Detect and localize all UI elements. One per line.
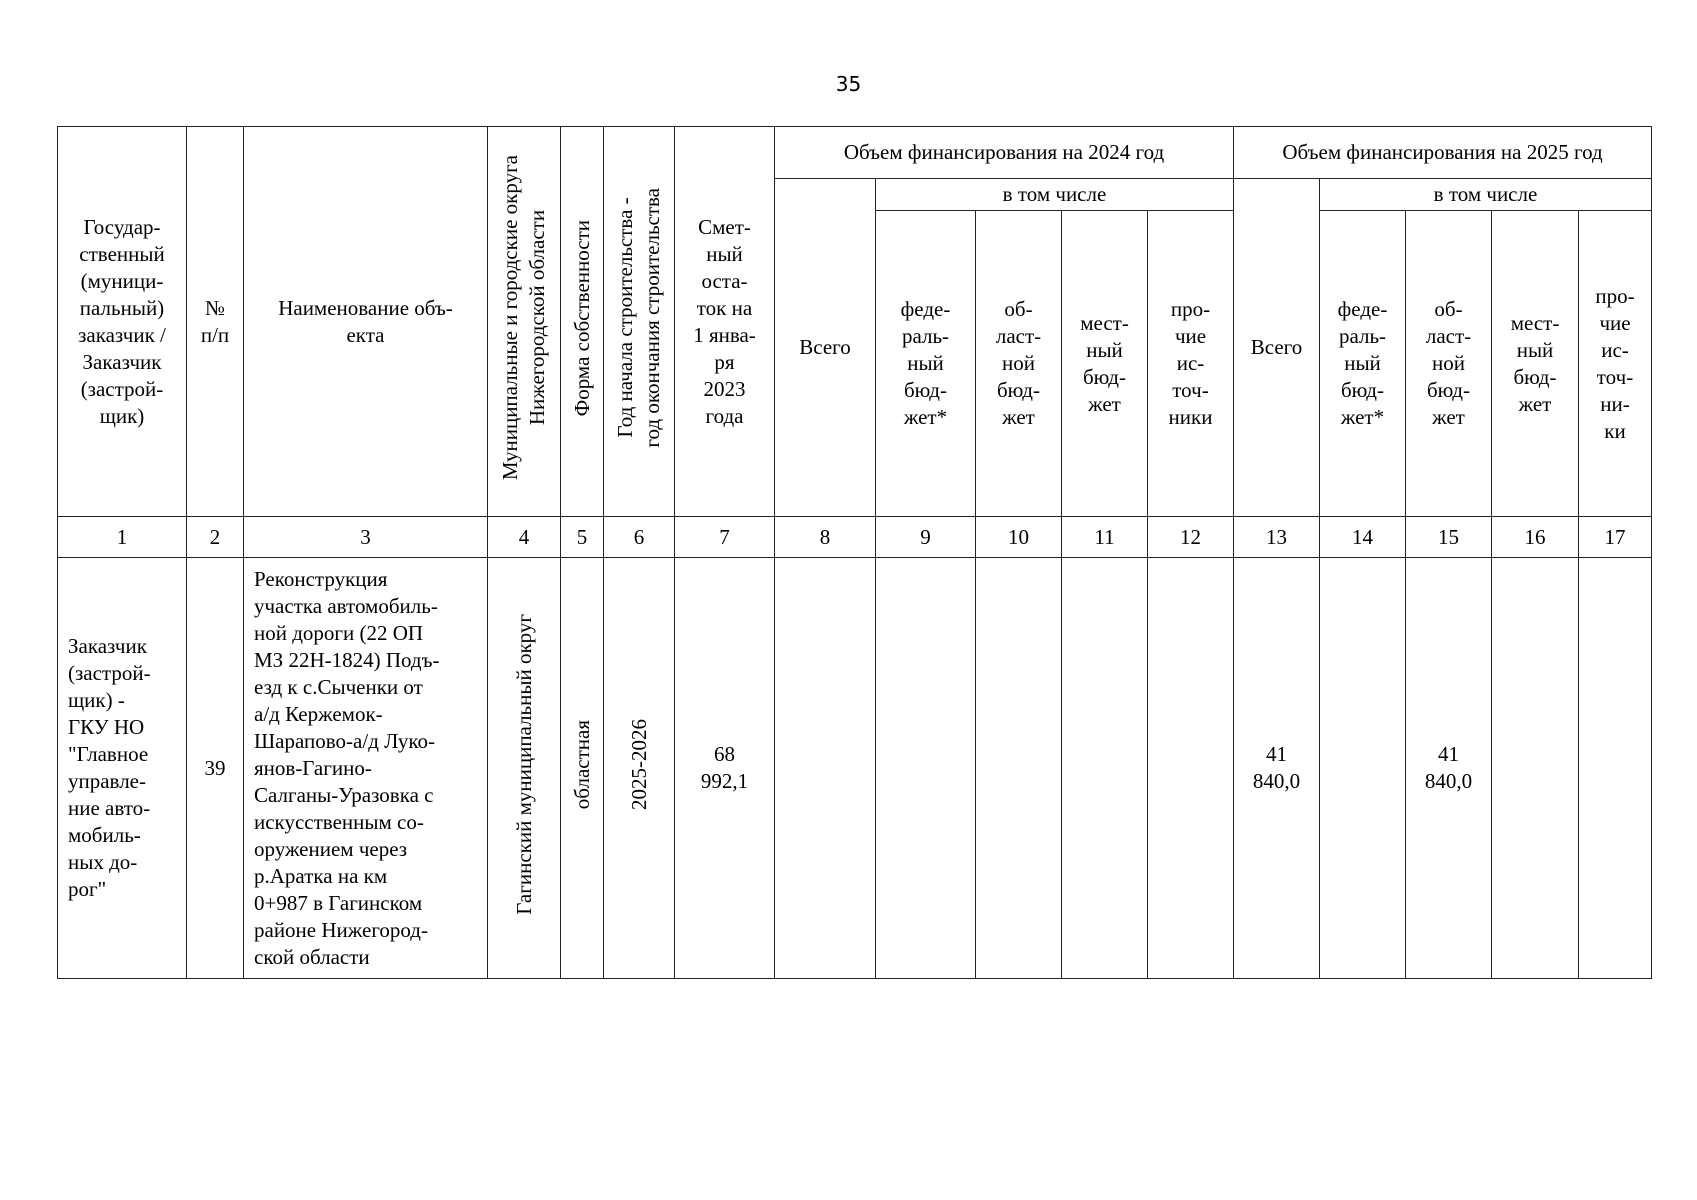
col-number: 6 [604, 517, 675, 558]
row-local-2024 [1062, 558, 1148, 979]
row-federal-2024 [876, 558, 976, 979]
header-object-name: Наименование объ- екта [244, 127, 488, 517]
col-number: 11 [1062, 517, 1148, 558]
header-years: Год начала строительства - год окончания строительства [613, 188, 664, 448]
header-other-2024: про- чие ис- точ- ники [1148, 211, 1234, 517]
col-number: 8 [775, 517, 876, 558]
header-federal-2024: феде- раль- ный бюд- жет* [876, 211, 976, 517]
header-district: Муниципальные и городские округа Нижегородской области [498, 155, 549, 481]
row-other-2025 [1579, 558, 1652, 979]
header-number: № п/п [187, 127, 244, 517]
row-total-2025: 41 840,0 [1234, 558, 1320, 979]
header-financing-2025: Объем финансирования на 2025 год [1234, 127, 1652, 179]
header-local-2025: мест- ный бюд- жет [1492, 211, 1579, 517]
header-total-2024: Всего [775, 179, 876, 517]
col-number: 7 [675, 517, 775, 558]
header-total-2025: Всего [1234, 179, 1320, 517]
col-number: 10 [976, 517, 1062, 558]
header-customer: Государ- ственный (муници- пальный) заказчик / Заказчик (застрой- щик) [58, 127, 187, 517]
col-number: 9 [876, 517, 976, 558]
row-district: Гагинский муниципальный округ [511, 614, 536, 915]
header-regional-2025: об- ласт- ной бюд- жет [1406, 211, 1492, 517]
header-federal-2025: феде- раль- ный бюд- жет* [1320, 211, 1406, 517]
row-estimate: 68 992,1 [675, 558, 775, 979]
col-number: 17 [1579, 517, 1652, 558]
row-ownership: областная [569, 719, 594, 810]
header-local-2024: мест- ный бюд- жет [1062, 211, 1148, 517]
header-ownership: Форма собственности [569, 219, 594, 417]
row-years: 2025-2026 [626, 719, 651, 810]
row-regional-2024 [976, 558, 1062, 979]
col-number: 1 [58, 517, 187, 558]
row-number: 39 [187, 558, 244, 979]
page-number: 35 [835, 72, 862, 96]
row-object-name: Реконструкция участка автомобиль- ной дороги (22 ОП МЗ 22Н-1824) Подъ- езд к с.Сыченки от а/д Кержемок- Шарапово-а/д Луко- янов-Гагино- Салганы-Уразовка с искусственным со- оружением через р.Аратка на км 0+987 в Гагинском районе Нижегород- ской области [244, 558, 488, 979]
header-financing-2024: Объем финансирования на 2024 год [775, 127, 1234, 179]
header-including-2025: в том числе [1320, 179, 1652, 211]
row-total-2024 [775, 558, 876, 979]
header-including-2024: в том числе [876, 179, 1234, 211]
header-regional-2024: об- ласт- ной бюд- жет [976, 211, 1062, 517]
col-number: 4 [488, 517, 561, 558]
col-number: 13 [1234, 517, 1320, 558]
row-other-2024 [1148, 558, 1234, 979]
financing-table [57, 126, 1652, 979]
row-local-2025 [1492, 558, 1579, 979]
table-row [58, 558, 1652, 979]
col-number: 2 [187, 517, 244, 558]
col-number: 15 [1406, 517, 1492, 558]
row-federal-2025 [1320, 558, 1406, 979]
row-regional-2025: 41 840,0 [1406, 558, 1492, 979]
row-customer: Заказчик (застрой- щик) - ГКУ НО "Главное управле- ние авто- мобиль- ных до- рог" [58, 558, 187, 979]
col-number: 3 [244, 517, 488, 558]
col-number: 16 [1492, 517, 1579, 558]
col-number: 12 [1148, 517, 1234, 558]
col-number: 14 [1320, 517, 1406, 558]
col-number: 5 [561, 517, 604, 558]
header-other-2025: про- чие ис- точ- ни- ки [1579, 211, 1652, 517]
column-number-row [58, 517, 1652, 558]
header-estimate: Смет- ный оста- ток на 1 янва- ря 2023 года [675, 127, 775, 517]
